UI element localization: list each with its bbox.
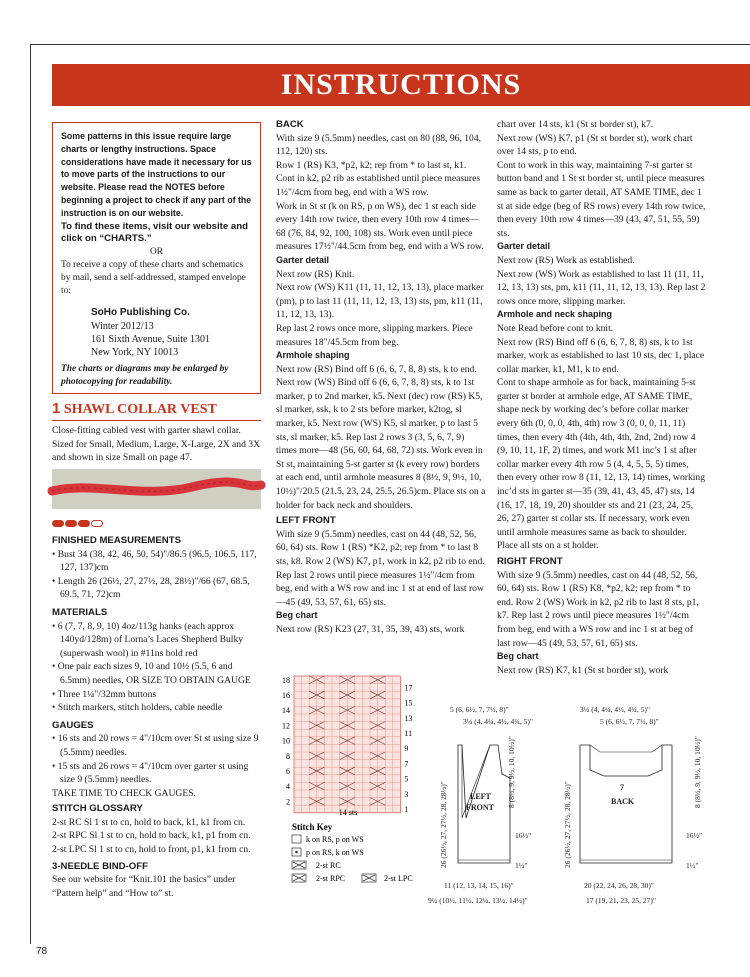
key-lpc-label: 2-st LPC	[384, 874, 413, 883]
notice-find: To find these items, visit our website and click on “CHARTS.”	[61, 220, 248, 245]
bk-rib: 1½"	[686, 861, 699, 870]
back-heading: BACK	[276, 119, 304, 130]
bk-neck	[590, 745, 662, 752]
bk-length: 26 (26½, 27, 27½, 28, 28½)"	[563, 781, 572, 868]
armhole-neck-2: Cont to shape armhole as for back, maintaining 5-st garter st border at armhole edge, AT SAME TIME, shape neck by working dec’s before collar marker every 6th (0, 0, 0, 4th, 4th) row 3 (0, 0, 0, 11, 11) times, then every 4th (4th, 4th, 4th, 2nd, 2nd) row 4 (9, 10, 11, 1F, 2) times, and work M1 inc’s 1 st after collar marker every 4th row 5 (4, 4, 5, 5, 5) times, then every other row 8 (11, 12, 13, 14) times, working inc’d sts in garter st—35 (39, 41, 43, 45, 47) sts, 14 (16, 17, 18, 19, 20) shoulder sts and 21 (23, 24, 25, 26, 27) garter st collar sts. If necessary, work even until armhole measures same as back to shoulder. Place all sts on a st holder.	[497, 377, 705, 552]
lf-top-2: 3½ (4, 4¼, 4½, 4¾, 5)"	[463, 717, 533, 726]
notice-enlarge: The charts or diagrams may be enlarged by photocopying for readability.	[61, 363, 229, 387]
lf-label-2: FRONT	[466, 803, 494, 812]
chart-row-label-odd: 5	[404, 774, 409, 784]
chart-row-label-odd: 17	[404, 683, 413, 693]
address-line-1: Winter 2012/13	[91, 320, 154, 332]
key-rc-label: 2-st RC	[316, 861, 341, 870]
lf-bot-2: 9½ (10½, 11½, 12½, 13½, 14½)"	[428, 896, 528, 905]
bk-bot-1: 20 (22, 24, 26, 28, 30)"	[584, 881, 654, 890]
left-front-heading: LEFT FRONT	[276, 515, 336, 527]
front-garter-2: Next row (WS) Work as established to last 11 (11, 11, 12, 13, 13) sts, pm, k11 (11, 11, 12, 13, 13). Rep last 2 rows once more, slipping marker.	[497, 268, 706, 307]
glossary-heading: STITCH GLOSSARY	[52, 803, 143, 815]
notice-or: OR	[149, 247, 164, 258]
notice-address	[91, 306, 252, 360]
material-1: • 6 (7, 7, 8, 9, 10) 4oz/113g hanks (each approx 140yd/128m) of Lorna’s Laces Shepherd Bulky (superwash wool) in #11ns bold red	[52, 620, 244, 659]
material-3: • Three 1¼"/32mm buttons	[52, 688, 157, 700]
gauge-check: TAKE TIME TO CHECK GAUGES.	[52, 787, 196, 799]
key-knit-label: k on RS, p on WS	[306, 835, 364, 844]
chart-row-label-even: 6	[286, 767, 290, 777]
lf-length: 26 (26½, 27, 27½, 28, 28½)"	[439, 781, 448, 868]
armhole-neck-1: Next row (RS) Bind off 6 (6, 6, 7, 8, 8) sts, k to 1st marker, work as established to last 10 sts, dec 1, place collar marker, k1, M1, k to end.	[497, 336, 705, 375]
armhole-neck-heading: Armhole and neck shaping	[497, 309, 613, 320]
bk-top-1: 3½ (4, 4¼, 4½, 4¾, 5)"	[580, 705, 650, 714]
bk-side: 16½"	[686, 831, 703, 840]
gauge-1: • 16 sts and 20 rows = 4"/10cm over St st using size 9 (5.5mm) needles.	[52, 733, 259, 758]
chart-row-label-even: 12	[282, 721, 290, 731]
yarn-swatch	[52, 469, 261, 509]
back-garter-1: Next row (RS) Knit.	[276, 268, 355, 280]
gauges-heading: GAUGES	[52, 719, 94, 731]
key-purl-label: p on RS, k on WS	[306, 848, 364, 857]
key-knit-swatch	[292, 835, 301, 843]
chart-row-label-odd: 13	[404, 713, 413, 723]
armhole-heading: Armhole shaping	[276, 350, 350, 361]
armhole-neck-note: Note Read before cont to knit.	[497, 322, 614, 334]
material-4: • Stitch markers, stitch holders, cable needle	[52, 702, 223, 714]
left-front-schematic	[428, 700, 558, 940]
chart-row-label-even: 4	[286, 782, 290, 792]
armhole-text: Next row (RS) Bind off 6 (6, 6, 7, 8, 8) sts, k to end. Next row (WS) Bind off 6 (6, 6, 7, 8, 8) sts, k to 1st marker, p to 2nd marker, k5. Next (dec) row (RS) K5, sl marker, ssk, k to 2 sts before marker, k2tog, sl marker, k5. Next row (WS) K5, sl marker, p to last 5 sts, sl marker, k5. Rep last 2 rows 3 (3, 5, 6, 7, 9) times more—48 (56, 60, 64, 68, 72) sts. Work even in St st, maintaining 5-st garter st (k every row) borders at each end, until armhole measures 8 (8½, 9, 9½, 10, 10½)"/20.5 (21.5, 23, 24, 25.5, 26.5)cm. Place sts on a holder for back neck and shoulders.	[276, 363, 486, 511]
length-measure: • Length 26 (26½, 27, 27½, 28, 28½)"/66 (67, 68.5, 69.5, 71, 72)cm	[52, 575, 250, 601]
back-p3: Work in St st (k on RS, p on WS), dec 1 st each side every 14th row twice, then every 10th row 4 times—68 (76, 84, 92, 100, 108) sts. Work even until piece measures 17½"/44.5cm from beg, end with a WS row.	[276, 200, 484, 253]
glossary-rc: 2-st RC Sl 1 st to cn, hold to back, k1, k1 from cn.	[52, 816, 246, 828]
bk-top-2: 5 (6, 6½, 7, 7½, 8)"	[600, 717, 659, 726]
chart-row-label-even: 10	[282, 736, 290, 746]
front-garter-heading: Garter detail	[497, 241, 551, 252]
back-schematic	[560, 700, 750, 940]
back-garter-2: Next row (WS) K11 (11, 11, 12, 13, 13), place marker (pm), p to last 11 (11, 11, 12, 13, 13) sts, pm, k11 (11, 11, 12, 13, 13).	[276, 282, 484, 321]
right-beg-chart-text: Next row (RS) K7, k1 (St st border st), work	[497, 664, 669, 676]
key-rpc-label: 2-st RPC	[316, 874, 346, 883]
bk-label: BACK	[611, 797, 635, 806]
back-garter-3: Rep last 2 rows once more, slipping markers. Piece measures 18"/45.5cm from beg.	[276, 322, 473, 348]
chart-row-label-odd: 9	[404, 744, 409, 754]
website-notice-box	[52, 122, 261, 394]
cable-chart-svg	[276, 672, 436, 932]
lf-label-1: LEFT	[470, 792, 491, 801]
chart-row-label-even: 18	[282, 675, 290, 685]
bindoff-text: See our website for “Knit.101 the basics” under “Pattern help” and “How to” st.	[52, 874, 236, 899]
address-line-2: 161 Sixth Avenue, Suite 1301	[91, 333, 210, 345]
lf-armhole: 8 (8½, 9, 9½, 10, 10½)"	[507, 736, 516, 808]
bk-num: 7	[620, 783, 624, 792]
key-purl-dot	[295, 851, 298, 854]
pattern-intro: Close-fitting cabled vest with garter shawl collar. Sized for Small, Medium, Large, X-Large, 2X and 3X and shown in size Small on page 47.	[52, 425, 260, 464]
notice-receive: To receive a copy of these charts and schematics by mail, send a self-addressed, stamped envelope to:	[61, 260, 246, 297]
bindoff-heading: 3-NEEDLE BIND-OFF	[52, 860, 148, 872]
cable-chart	[276, 672, 436, 932]
right-front-heading: RIGHT FRONT	[497, 556, 563, 567]
right-p1: chart over 14 sts, k1 (St st border st), k7.	[497, 119, 654, 130]
chart-width-label: 14 sts	[338, 808, 358, 817]
stitch-key-title: Stitch Key	[292, 822, 333, 832]
materials-heading: MATERIALS	[52, 606, 108, 618]
finished-heading: FINISHED MEASUREMENTS	[52, 535, 181, 546]
right-beg-chart-heading: Beg chart	[497, 651, 539, 662]
chart-row-label-even: 8	[286, 751, 290, 761]
chart-row-label-odd: 11	[404, 729, 413, 739]
pattern-intro-block	[52, 424, 264, 465]
skill-level-indicator	[52, 520, 104, 528]
pattern-title-text: SHAWL COLLAR VEST	[63, 402, 217, 417]
chart-row-label-even: 16	[282, 691, 290, 701]
chart-row-label-even: 14	[282, 706, 290, 716]
back-garter-heading: Garter detail	[276, 254, 330, 265]
right-p3: Cont to work in this way, maintaining 7-st garter st button band and 1 St st border st, until piece measures same as back to garter detail, AT SAME TIME, dec 1 st at side edge (beg of RS rows) every 14th row twice, then every 10th row 4 times—39 (43, 47, 51, 55, 59) sts.	[497, 159, 706, 239]
front-garter-1: Next row (RS) Work as established.	[497, 254, 635, 266]
lf-side: 16½"	[515, 831, 532, 840]
page-title: INSTRUCTIONS	[280, 68, 522, 101]
bk-armhole: 8 (8½, 9, 9½, 10, 10½)"	[693, 736, 702, 808]
chart-row-label-odd: 7	[404, 759, 409, 769]
glossary-rpc: 2-st RPC Sl 1 st to cn, hold to back, k1, p1 from cn.	[52, 830, 251, 842]
left-beg-chart-text: Next row (RS) K23 (27, 31, 35, 39, 43) sts, work	[276, 623, 465, 635]
back-p1: With size 9 (5.5mm) needles, cast on 80 (88, 96, 104, 112, 120) sts.	[276, 132, 482, 158]
page-number: 78	[36, 946, 48, 957]
chart-row-label-odd: 3	[404, 789, 409, 799]
left-column	[52, 534, 264, 900]
company-name: SoHo Publishing Co.	[91, 307, 190, 319]
pattern-title	[52, 400, 261, 421]
address-line-3: New York, NY 10013	[91, 347, 179, 359]
pattern-number: 1	[52, 400, 61, 417]
chart-row-label-even: 2	[286, 797, 290, 807]
middle-column	[276, 118, 486, 637]
back-p2: Row 1 (RS) K3, *p2, k2; rep from * to last st, k1. Cont in k2, p2 rib as established until piece measures 1½"/4cm from beg, end with a WS row.	[276, 159, 481, 198]
right-p2: Next row (WS) K7, p1 (St st border st), work chart over 14 sts, p to end.	[497, 132, 693, 158]
bk-bot-2: 17 (19, 21, 23, 25, 27)"	[586, 896, 656, 905]
chart-row-label-odd: 1	[404, 805, 409, 815]
material-2: • One pair each sizes 9, 10 and 10½ (5.5, 6 and 6.5mm) needles, OR SIZE TO OBTAIN GAUGE	[52, 661, 251, 686]
lf-bot-1: 11 (12, 13, 14, 15, 16)"	[444, 881, 514, 890]
right-column	[497, 118, 707, 677]
left-front-text: With size 9 (5.5mm) needles, cast on 44 (48, 52, 56, 60, 64) sts. Row 1 (RS) *K2, p2; rep from * to last 8 sts, k8. Row 2 (WS) K7, p1, work in k2, p2 rib to end. Rep last 2 rows until piece measures 1½"/4cm from beg, end with a WS row and inc 1 st at end of last row—45 (49, 53, 57, 61, 65) sts.	[276, 528, 485, 608]
lf-top-1: 5 (6, 6½, 7, 7½, 8)"	[450, 705, 509, 714]
bust-measure: • Bust 34 (38, 42, 46, 50, 54)"/86.5 (96.5, 106.5, 117, 127, 137)cm	[52, 548, 257, 574]
chart-row-label-odd: 15	[404, 698, 413, 708]
left-beg-chart-heading: Beg chart	[276, 610, 318, 621]
right-front-text: With size 9 (5.5mm) needles, cast on 44 (48, 52, 56, 60, 64) sts. Row 1 (RS) K8, *p2, k2; rep from * to end. Row 2 (WS) Work in k2, p2 rib to last 8 sts, p1, k7. Rep last 2 rows until piece measures 1½"/4cm from beg, end with a WS row and inc 1 st at beg of last row—45 (49, 53, 57, 61, 65) sts.	[497, 569, 699, 649]
lf-rib: 1½"	[515, 861, 528, 870]
gauge-2: • 15 sts and 26 rows = 4"/10cm over garter st using size 9 (5.5mm) needles.	[52, 760, 249, 786]
page-banner	[52, 64, 750, 106]
notice-lead: Some patterns in this issue require large charts or lengthy instructions. Space considerations have made it necessary for us to move parts of the instructions to our website. Please read the NOTES before beginning a project to check if any part of the instruction is on our website.	[61, 131, 252, 218]
glossary-lpc: 2-st LPC Sl 1 st to cn, hold to front, p1, k1 from cn.	[52, 844, 251, 856]
